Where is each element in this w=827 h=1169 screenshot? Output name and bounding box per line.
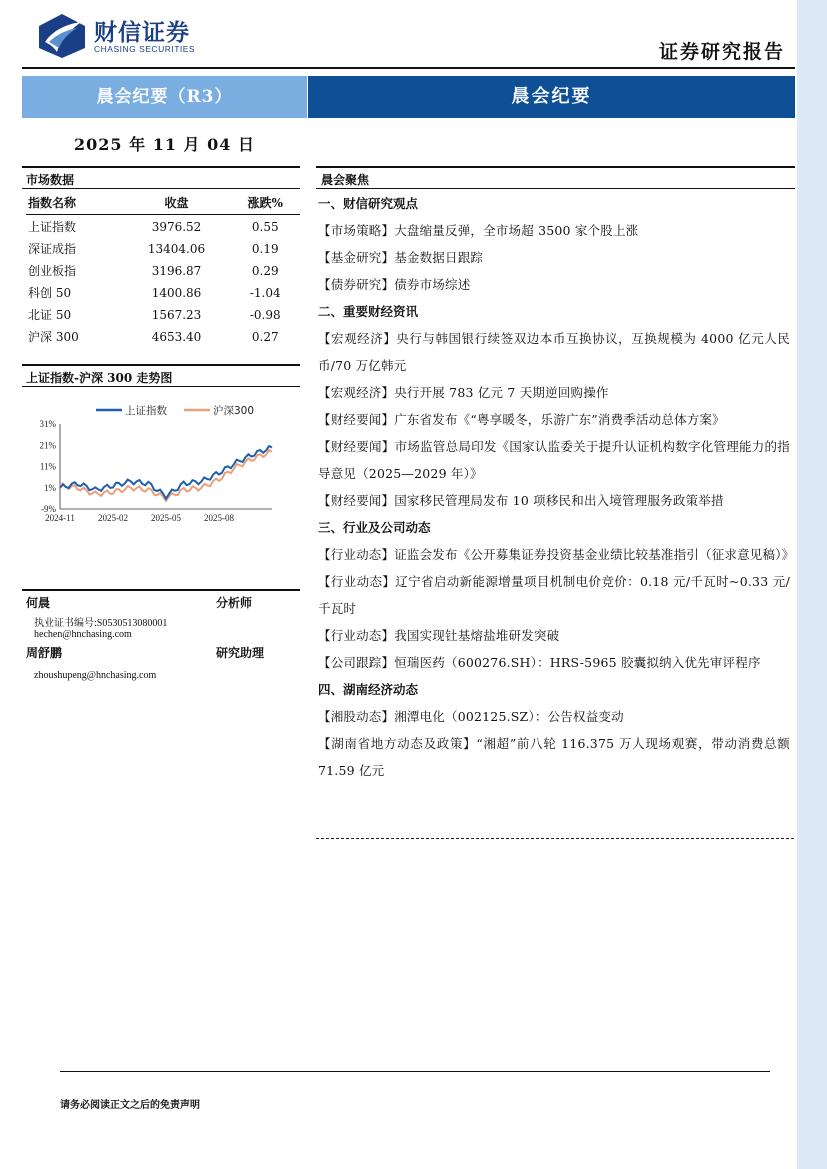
assistant-name: 周舒鹏 [26,646,63,660]
y-tick-label: 31% [39,419,56,429]
index-close: 1400.86 [151,285,202,300]
index-name: 北证 50 [28,308,72,322]
legend-label: 上证指数 [125,405,167,417]
index-change: 0.29 [251,263,279,278]
right-margin-strip [797,0,827,1169]
index-change: -1.04 [249,285,281,300]
market-title-rule [22,188,300,189]
news-heading: 一、财信研究观点 [318,196,419,211]
news-heading: 二、重要财经资讯 [318,304,419,319]
news-item: 【债券研究】债券市场综述 [318,277,471,292]
x-tick-label: 2025-08 [204,513,234,523]
table-row [26,215,300,238]
index-trend-chart [26,393,300,535]
assistant-email[interactable]: zhoushupeng@hnchasing.com [34,670,157,681]
index-name: 创业板指 [28,264,77,278]
news-item: 【市场策略】大盘缩量反弹，全市场超 3500 家个股上涨 [318,223,639,238]
market-table [26,192,300,347]
x-tick-label: 2025-02 [98,513,128,523]
index-change: -0.98 [249,307,281,322]
news-item: 【财经要闻】市场监管总局印发《国家认监委关于提升认证机构数字化管理能力的指导意见（2025—2029 年）》 [318,439,790,481]
table-row [26,237,300,259]
index-close: 13404.06 [147,241,206,256]
series-line-shanghai [60,446,272,499]
index-close: 3196.87 [151,263,202,278]
news-heading: 四、湖南经济动态 [318,682,419,697]
table-row [26,325,300,347]
news-item: 【财经要闻】国家移民管理局发布 10 项移民和出入境管理服务政策举措 [318,493,724,508]
assistant-role: 研究助理 [216,646,265,660]
index-change: 0.55 [251,219,279,234]
col-index-name: 指数名称 [26,192,123,215]
header-divider [22,67,795,69]
news-item: 【湖南省地方动态及政策】“湘超”前八轮 116.375 万人现场观赛，带动消费总额 71.59 亿元 [318,736,790,778]
y-tick-label: 1% [44,482,56,493]
chart-section-title: 上证指数-沪深 300 走势图 [26,371,173,385]
index-change: 0.27 [251,329,279,344]
chart-legend [96,404,254,417]
x-tick-label: 2025-05 [151,513,181,523]
chart-title-rule [22,386,300,387]
disclaimer-note: 请务必阅读正文之后的免责声明 [60,1100,200,1111]
brand-name-en: CHASING SECURITIES [94,44,196,54]
index-name: 上证指数 [28,220,77,234]
news-list [318,190,795,784]
col-change: 涨跌% [231,192,300,215]
y-tick-label: -9% [41,504,56,514]
index-close: 4653.40 [151,329,202,344]
market-section-title: 市场数据 [26,173,75,187]
report-date: 2025 年 11 月 04 日 [74,135,255,154]
company-logo [37,12,87,60]
market-table-header [26,192,300,215]
news-item: 【宏观经济】央行与韩国银行续签双边本币互换协议，互换规模为 4000 亿元人民币/70 万亿韩元 [318,331,790,373]
news-end-divider [316,838,794,839]
news-item: 【宏观经济】央行开展 783 亿元 7 天期逆回购操作 [318,385,609,400]
news-item: 【财经要闻】广东省发布《“粤享暖冬，乐游广东”消费季活动总体方案》 [318,412,725,427]
chart-section-rule [22,364,300,366]
focus-title-rule [316,188,795,189]
table-row [26,303,300,325]
index-change: 0.19 [251,241,279,256]
index-name: 深证成指 [28,242,77,256]
table-row [26,281,300,303]
news-item: 【公司跟踪】恒瑞医药（600276.SH）：HRS-5965 胶囊拟纳入优先审评程序 [318,655,761,670]
news-item: 【湘股动态】湘潭电化（002125.SZ）：公告权益变动 [318,709,624,724]
y-tick-label: 11% [39,461,56,472]
analyst-role: 分析师 [216,596,253,610]
market-section-rule [22,166,300,168]
report-type: 证券研究报告 [658,41,785,63]
footer-divider [60,1071,770,1072]
col-close: 收盘 [123,192,231,215]
chart-axes [40,419,273,523]
analyst-name: 何晨 [26,596,51,610]
index-name: 科创 50 [28,286,72,300]
news-item: 【行业动态】我国实现钍基熔盐堆研发突破 [318,628,560,643]
news-heading: 三、行业及公司动态 [318,520,431,535]
index-close: 1567.23 [151,307,202,322]
focus-section-rule [316,166,795,168]
chart-lines [60,446,272,501]
analyst-email[interactable]: hechen@hnchasing.com [34,629,132,640]
report-band-right: 晨会纪要 [308,76,795,118]
news-item: 【基金研究】基金数据日跟踪 [318,250,484,265]
news-item: 【行业动态】证监会发布《公开募集证券投资基金业绩比较基准指引（征求意见稿）》 [318,547,795,562]
series-line-csi300 [60,450,272,501]
analyst-section-rule [22,589,300,591]
x-tick-label: 2024-11 [45,513,75,523]
brand-name-cn: 财信证券 [94,20,190,46]
y-tick-label: 21% [39,440,56,451]
index-name: 沪深 300 [28,330,79,344]
analyst-cert: 执业证书编号:S0530513080001 [34,618,168,629]
report-band-left: 晨会纪要（R3） [22,76,307,118]
index-close: 3976.52 [151,219,202,234]
table-row [26,259,300,281]
news-item: 【行业动态】辽宁省启动新能源增量项目机制电价竞价：0.18 元/千瓦时~0.33 元/千瓦时 [318,574,790,616]
legend-label: 沪深300 [213,405,255,417]
focus-section-title: 晨会聚焦 [321,173,370,187]
